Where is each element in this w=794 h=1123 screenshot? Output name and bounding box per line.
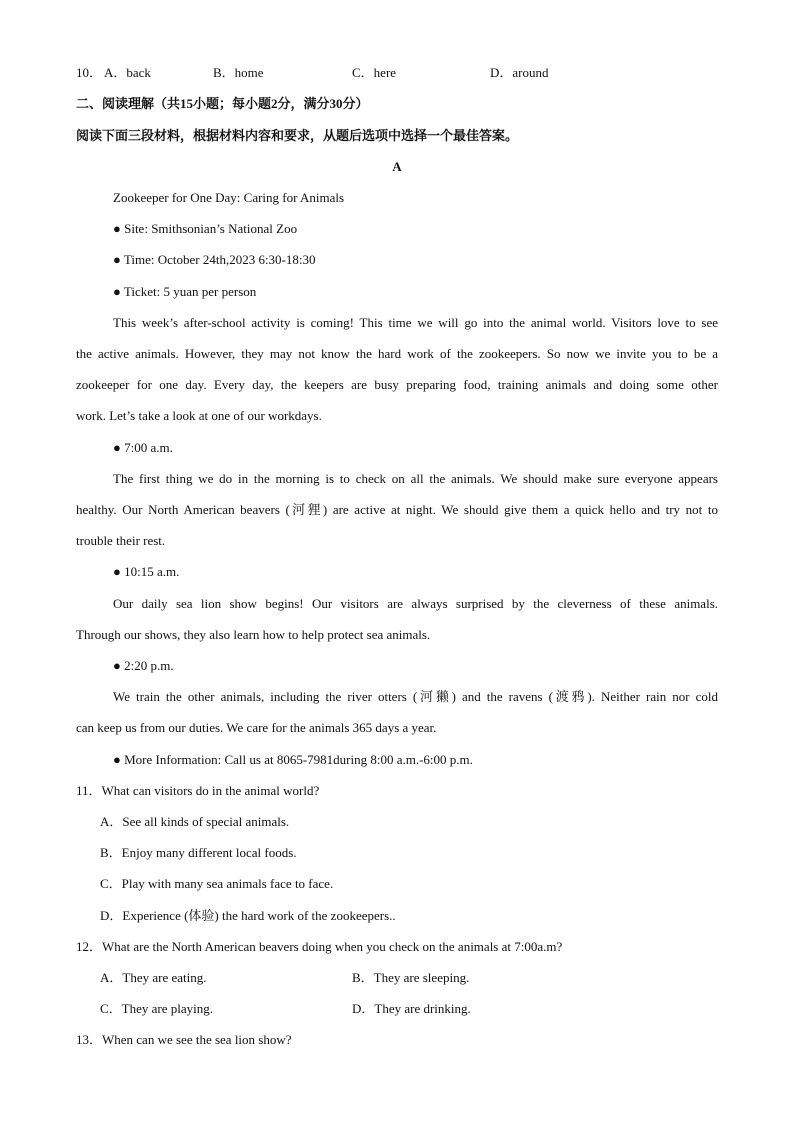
option-c: C．here [352,65,397,80]
passage-label: A [392,159,402,174]
paragraph-line: The first thing we do in the morning is to check on all the animals. We should make sure everyone appears [113,471,718,486]
info-time: ● Time: October 24th,2023 6:30-18:30 [113,252,316,267]
section-instruction: 阅读下面三段材料，根据材料内容和要求，从题后选项中选择一个最佳答案。 [76,128,519,143]
paragraph-line: Through our shows, they also learn how to help protect sea animals. [76,627,431,642]
option-c: C．Play with many sea animals face to face. [100,876,334,891]
option-b: B．Enjoy many different local foods. [100,845,297,860]
passage-heading: Zookeeper for One Day: Caring for Animals [113,190,345,205]
paragraph-line: trouble their rest. [76,533,166,548]
paragraph-line: can keep us from our duties. We care for the animals 365 days a year. [76,720,437,735]
more-information: ● More Information: Call us at 8065-7981during 8:00 a.m.-6:00 p.m. [113,752,473,767]
time-heading-midmorning: ● 10:15 a.m. [113,564,180,579]
paragraph-line: the active animals. However, they may not know the hard work of the zookeepers. So now we invite you to be a [76,346,718,361]
paragraph-line: work. Let’s take a look at one of our workdays. [76,408,322,423]
option-a: A．They are eating. [100,970,207,985]
question-stem: 12．What are the North American beavers doing when you check on the animals at 7:00a.m? [76,939,563,954]
section-title: 二、阅读理解（共15小题；每小题2分，满分30分） [76,96,369,111]
info-site: ● Site: Smithsonian’s National Zoo [113,221,298,236]
option-b: B．home [213,65,264,80]
time-heading-afternoon: ● 2:20 p.m. [113,658,174,673]
option-a: A．back [104,65,151,80]
option-d: D．around [490,65,549,80]
option-c: C．They are playing. [100,1001,213,1016]
option-d: D．Experience (体验) the hard work of the zookeepers.. [100,908,396,923]
question-stem: 13．When can we see the sea lion show? [76,1032,292,1047]
paragraph-line: zookeeper for one day. Every day, the keepers are busy preparing food, training animals and doing some other [76,377,718,392]
paragraph-line: healthy. Our North American beavers (河狸) are active at night. We should give them a quick hello and try not to [76,502,718,517]
info-ticket: ● Ticket: 5 yuan per person [113,284,257,299]
paragraph-line: This week’s after-school activity is coming! This time we will go into the animal world. Visitors love to see [113,315,718,330]
time-heading-morning: ● 7:00 a.m. [113,440,173,455]
question-stem: 11．What can visitors do in the animal world? [76,783,320,798]
option-b: B．They are sleeping. [352,970,470,985]
question-number: 10． [76,65,103,80]
option-a: A．See all kinds of special animals. [100,814,290,829]
paragraph-line: Our daily sea lion show begins! Our visitors are always surprised by the cleverness of these animals. [113,596,718,611]
option-d: D．They are drinking. [352,1001,471,1016]
paragraph-line: We train the other animals, including the river otters (河獭) and the ravens (渡鸦). Neither rain nor cold [113,689,718,704]
